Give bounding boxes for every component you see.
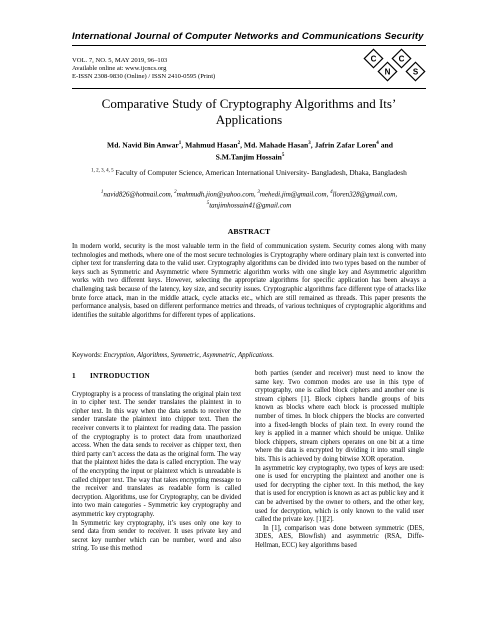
paragraph: In Symmetric key cryptography, it’s uses only one key to send data from sender to receiver. It uses private key and secret key number which can be number, word and also string. To use this method bbox=[72, 519, 241, 553]
column-left bbox=[72, 372, 241, 554]
paper-title-line-2: Applications bbox=[215, 112, 283, 127]
affiliation: $^{1, 2, 3, 4, 5}$ Faculty of Computer Science, American International University- Bangladesh, Dhaka, Bangladesh bbox=[91, 168, 407, 177]
author-4: , Jafrin Zafar Loren bbox=[310, 140, 377, 150]
section-title: INTRODUCTION bbox=[90, 372, 150, 380]
author-1: Md. Navid Bin Anwar bbox=[107, 140, 179, 150]
logo-letter-2: N bbox=[384, 67, 391, 77]
keywords bbox=[72, 352, 426, 359]
paragraph: Cryptography is a process of translating the original plain text in to cipher text. The sender translates the plaintext in to cipher text. In this way when the data sends to receiver the sender translate the plaintext into chipper text. Then the receiver converts it to plaintext for reading data. The passion of the cryptography is to protect data from unauthorized access. When the data sends to receiver as chipper text, then third party can’t access the data as the original form. The way that the plaintext hides the data is called encryption. The way of the encrypting the input or plaintext which is unreadable is called chipper text. The way that takes encrypting message to the receiver and translates as readable form is called decryption. Algorithms, use for Cryptography, can be divided into two main categories - Symmetric key cryptography and asymmetric key cryptography. bbox=[72, 390, 241, 518]
email-link[interactable]: navid826@hotmail.com, bbox=[103, 190, 175, 199]
journal-logo bbox=[359, 47, 429, 87]
email-link[interactable]: lloren328@gmail.com, bbox=[332, 190, 398, 199]
email-link[interactable]: mahmudh.jion@yahoo.com, bbox=[176, 190, 258, 199]
author-line-1: Md. Navid Bin Anwar$^1$, Mahmud Hasan$^2$, Md. Mahade Hasan$^3$, Jafrin Zafar Loren$^4$ and bbox=[107, 140, 393, 150]
keywords-value: Encryption, Algorithms, Symmetric, Asymmetric, Applications. bbox=[103, 352, 275, 359]
header-rule-bottom bbox=[72, 88, 426, 89]
author-list bbox=[100, 139, 400, 162]
journal-meta bbox=[72, 57, 215, 81]
header-rule-top bbox=[72, 45, 426, 46]
section-number: 1 bbox=[72, 372, 76, 380]
abstract-text: In modern world, security is the most valuable term in the field of communication system. Security comes along with many technologies and methods, where one of the most secure technologies is Cryptography where ordinary plain text is converted into cipher text for transferring data to the valid user. Cryptography algorithms can be divided into two types based on the number of keys such as Symmetric and Asymmetric where Symmetric algorithm works with one single key and Asymmetric algorithm works with two different keys. However, selecting the appropriate algorithms for specific application has been always a challenging task because of the latency, key size, and security issues. Cryptographic algorithms face different type of attacks like brute force attack, man in the middle attack, cycle attacks etc., which are still remained as threads. This paper presents the performance analysis, based on different performance metrics and threads, of various techniques of cryptographic algorithms and identifies the suitable algorithms for different types of applications. bbox=[72, 243, 426, 319]
logo-letter-4: S bbox=[412, 67, 419, 77]
journal-title: International Journal of Computer Networks and Communications Security bbox=[72, 31, 424, 42]
abstract-heading: ABSTRACT bbox=[227, 227, 271, 236]
paragraph: both parties (sender and receiver) must need to know the same key. Two common modes are use in this type of cryptography, one is called block ciphers and another one is stream ciphers [1]. Block ciphers handle groups of bits known as blocks where each block is processed multiple number of times. In block chippers the blocks are converted into a fixed-length blocks of plain text. In every round the key is applied in a manner which should be unique. Unlike block chippers, stream ciphers operates on one bit at a time where the data is encrypted by dividing it into small single bits. This is achieved by doing bitwise XOR operation. bbox=[255, 370, 424, 463]
logo-letter-1: C bbox=[370, 54, 377, 64]
available-line: Available online at: www.ijcncs.org bbox=[72, 65, 167, 72]
paragraph: In [1], comparison was done between symmetric (DES, 3DES, AES, Blowfish) and asymmetric (RSA, Diffe-Hellman, ECC) key algorithms based bbox=[255, 524, 424, 549]
column-right bbox=[255, 370, 424, 550]
keywords-label: Keywords: bbox=[72, 352, 104, 359]
paper-title bbox=[72, 96, 426, 128]
email-link[interactable]: tanjimhossain41@gmail.com bbox=[209, 201, 292, 210]
email-link[interactable]: mehedi.jim@gmail.com, bbox=[259, 190, 331, 199]
author-2: , Mahmud Hasan bbox=[181, 140, 238, 150]
paragraph: In asymmetric key cryptography, two types of keys are used: one is used for encrypting the plaintext and another one is used for decrypting the cipher text. In this method, the key that is used for encryption is known as act as public key and it can be advertised by the owner to others, and the other key, used for decryption, which is only known to the valid user called the private key. [1][2]. bbox=[255, 464, 424, 524]
author-line-2: S.M.Tanjim Hossain$^5$ bbox=[215, 152, 285, 162]
author-3: , Md. Mahade Hasan bbox=[240, 140, 309, 150]
author-emails: $^1$navid826@hotmail.com, $^2$mahmudh.jion@yahoo.com, $^3$mehedi.jim@gmail.com, $^4$lloren328@gmail.com, $^5$tanjimhossain41@gmail.com bbox=[100, 190, 398, 210]
issn-line: E-ISSN 2308-9830 (Online) / ISSN 2410-0595 (Print) bbox=[72, 73, 216, 80]
author-5: S.M.Tanjim Hossain bbox=[215, 152, 282, 162]
volume-line: VOL. 7, NO. 5, MAY 2019, 96–103 bbox=[72, 57, 168, 64]
logo-letter-3: C bbox=[398, 54, 405, 64]
paper-title-line-1: Comparative Study of Cryptography Algorithms and Its’ bbox=[101, 96, 397, 111]
section-heading bbox=[72, 372, 241, 381]
